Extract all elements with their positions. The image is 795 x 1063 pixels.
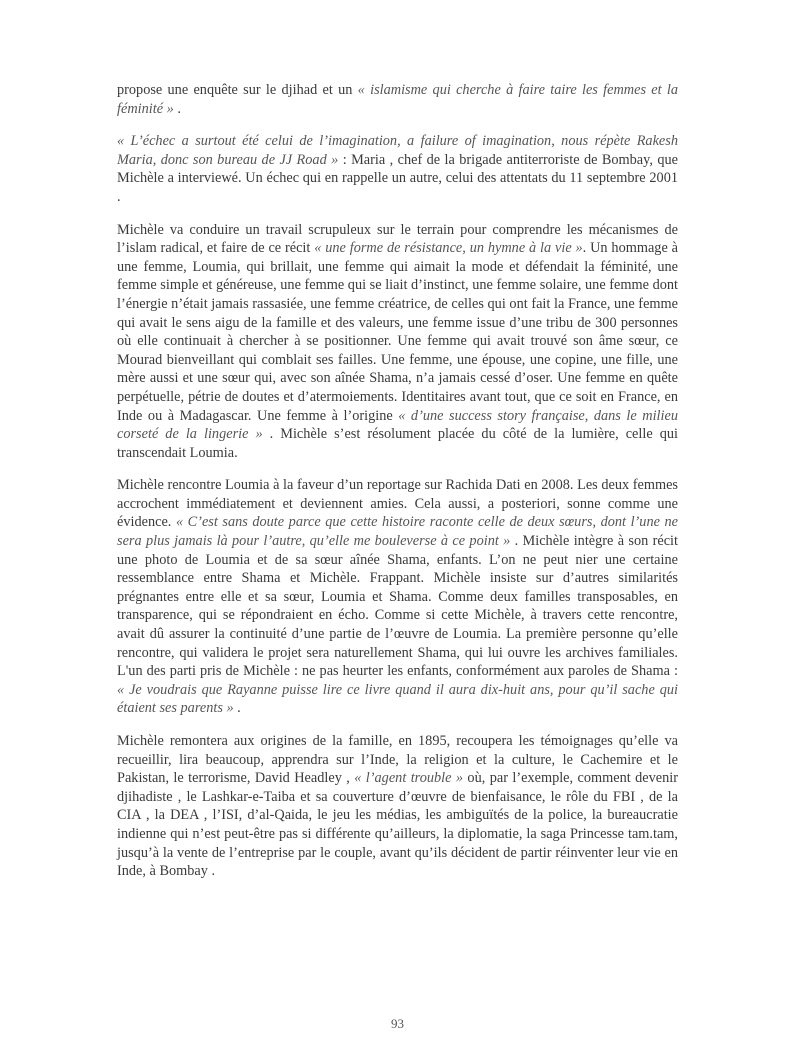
body-text: . Michèle intègre à son récit une photo de Loumia et de sa sœur aînée Shama, enfants. L’on ne peut nier une certaine ressemblance entre Shama et Michèle. Frappant. Michèle insiste sur d’autres similarités prégnantes entre elle et sa sœur, Loumia et Shama. Comme deux familles transposables, en transparence, qui se répondraient en écho. Comme si cette Michèle, à travers cette rencontre, avait dû assurer la continuité d’une partie de l’œuvre de Loumia. La première personne qu’elle rencontre, qui validera le projet sera naturellement Shama, qui lui ouvre les archives familiales. L'un des parti pris de Michèle : ne pas heurter les enfants, conformément aux paroles de Shama : [117,533,678,680]
paragraph [117,476,678,718]
paragraph [117,221,678,463]
paragraph [117,81,678,118]
body-text: . [233,700,241,717]
quote-text: « une forme de résistance, un hymne à la vie » [314,240,583,257]
body-text: Michèle rencontre Loumia à la faveur d’un reportage sur Rachida Dati en 2008. Les deux femmes accrochent immédiatement et deviennent amies. Cela aussi, a posteriori, sonne comme une évidence. [117,477,678,531]
body-text: . Un hommage à une femme, Loumia, qui brillait, une femme qui aimait la mode et défendait la féminité, une femme simple et généreuse, une femme qui se liait d’instinct, une femme solaire, une femme dont l’énergie n’était jamais rassasiée, une femme créatrice, de celles qui ont fait la France, une femme qui avait le sens aigu de la famille et des valeurs, une femme issue d’une tribu de 300 personnes où elle continuait à chercher à se positionner. Une femme qui avait trouvé son âme sœur, ce Mourad bienveillant qui comblait ses failles. Une femme, une épouse, une copine, une fille, une mère aussi et une sœur qui, avec son aînée Shama, n’a jamais cessé d’oser. Une femme en quête perpétuelle, pétrie de doutes et d’atermoiements. Identitaires avant tout, que ce soit en France, en Inde ou à Madagascar. Une femme à l’origine [117,240,679,424]
page-number: 93 [391,1016,404,1031]
page-body [117,81,678,895]
body-text: propose une enquête sur le djihad et un [117,82,358,98]
quote-text: « islamisme qui cherche à faire taire les femmes et la féminité » [117,82,678,117]
quote-text: « l’agent trouble » [354,770,464,787]
paragraph [117,132,678,206]
body-text: où, par l’exemple, comment devenir djihadiste , le Lashkar-e-Taiba et sa couverture d’œuvre de bienfaisance, le rôle du FBI , de la CIA , la DEA , l’ISI, d’al-Qaida, le jeu les médias, les ambiguïtés de la police, la bureaucratie indienne qui n’est peut-être pas si différente qu’ailleurs, la diplomatie, la saga Princesse tam.tam, jusqu’à la vente de l’entreprise par le couple, avant qu’ils décident de partir réinventer leur vie en Inde, à Bombay . [117,770,678,880]
body-text: Michèle va conduire un travail scrupuleux sur le terrain pour comprendre les mécanismes de l’islam radical, et faire de ce récit [117,221,678,257]
body-text: . [173,100,181,117]
quote-text: « L’échec a surtout été celui de l’imagination, a failure of imagination, nous répète Rakesh Maria, donc son bureau de JJ Road » [117,133,678,168]
body-text: . Michèle s’est résolument placée du côté de la lumière, celle qui transcendait Loumia. [117,426,678,461]
paragraph [117,732,678,881]
quote-text: « Je voudrais que Rayanne puisse lire ce livre quand il aura dix-huit ans, pour qu’il sache qui étaient ses parents » [117,681,678,717]
quote-text: « C’est sans doute parce que cette histoire raconte celle de deux sœurs, dont l’une ne sera plus jamais là pour l’autre, qu’elle me bouleverse à ce point » [117,514,678,550]
body-text: Michèle remontera aux origines de la famille, en 1895, recoupera les témoignages qu’elle va recueillir, lira beaucoup, apprendra sur l’Inde, la religion et la culture, le Cachemire et le Pakistan, le terrorisme, David Headley , [117,733,678,787]
body-text: : Maria , chef de la brigade antiterroriste de Bombay, que Michèle a interviewé. Un échec qui en rappelle un autre, celui des attentats du 11 septembre 2001 . [117,151,678,205]
quote-text: « d’une success story française, dans le milieu corseté de la lingerie » [117,407,678,443]
